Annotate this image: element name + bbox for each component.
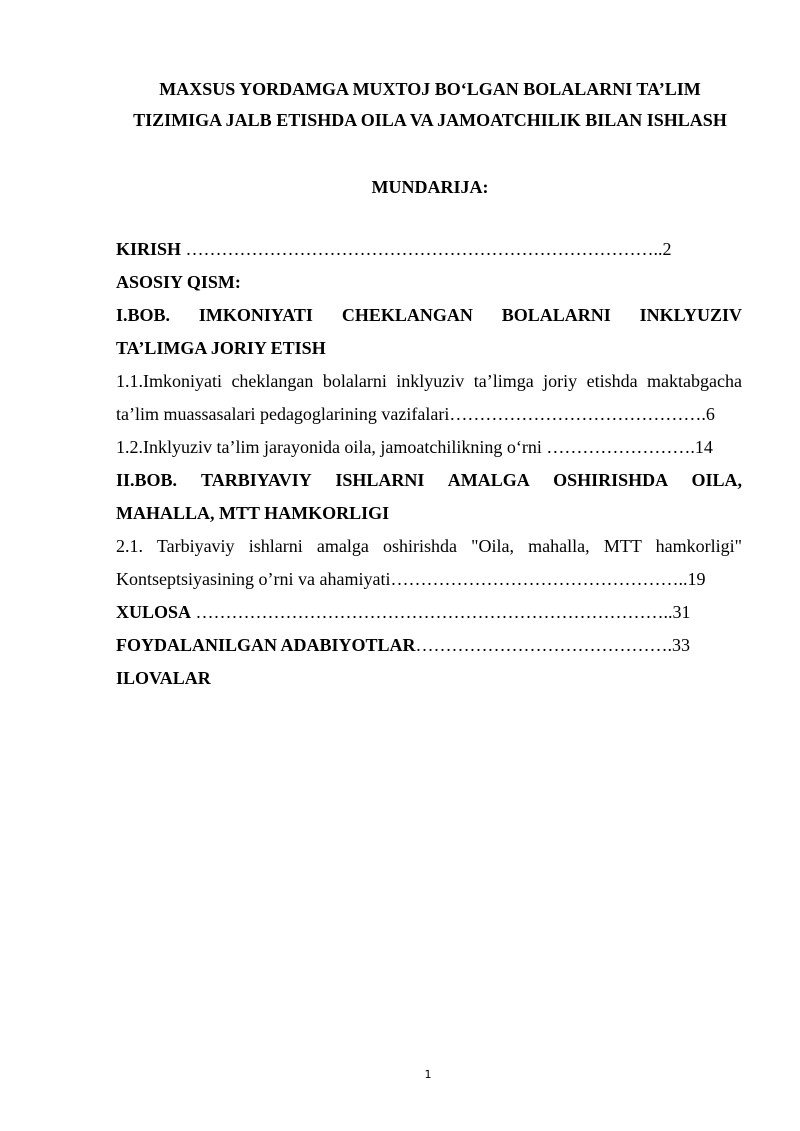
toc-kirish-label: KIRISH	[116, 239, 182, 259]
toc-section-1-2: 1.2.Inklyuziv ta’lim jarayonida oila, jamoatchilikning o‘rni …………………….14	[116, 437, 713, 457]
toc-entry-xulosa	[116, 596, 742, 629]
toc-section-1-1-line2: ta’lim muassasalari pedagoglarining vazifalari…………………………………….6	[116, 404, 715, 424]
toc-chapter1-line1: I.BOB. IMKONIYATI CHEKLANGAN BOLALARNI INKLYUZIV	[116, 305, 742, 325]
toc-adabiyotlar-label: FOYDALANILGAN ADABIYOTLAR	[116, 635, 416, 655]
toc-adabiyotlar-leader: …………………………………….33	[415, 635, 691, 655]
toc-xulosa-leader: ……………………………………………………………………..31	[191, 602, 691, 622]
toc-chapter1-line2: TA’LIMGA JORIY ETISH	[116, 338, 326, 358]
toc-xulosa-label: XULOSA	[116, 602, 192, 622]
toc-entry-adabiyotlar	[116, 629, 742, 662]
toc-section-2-1-line1: 2.1. Tarbiyaviy ishlarni amalga oshirishda "Oila, mahalla, MTT hamkorligi"	[116, 536, 742, 556]
contents-heading: MUNDARIJA:	[371, 177, 489, 197]
document-title-line-2: TIZIMIGA JALB ETISHDA OILA VA JAMOATCHILIK BILAN ISHLASH	[133, 110, 727, 130]
toc-section-1-1-line1: 1.1.Imkoniyati cheklangan bolalarni inklyuziv ta’limga joriy etishda maktabgacha	[116, 371, 742, 391]
toc-chapter2-line2: MAHALLA, MTT HAMKORLIGI	[116, 503, 390, 523]
toc-entry-kirish	[116, 233, 742, 266]
toc-kirish-leader: ……………………………………………………………………..2	[181, 239, 672, 259]
document-title-line-1: MAXSUS YORDAMGA MUXTOJ BO‘LGAN BOLALARNI TA’LIM	[159, 79, 701, 99]
table-of-contents	[116, 233, 742, 695]
toc-entry-asosiy-qism: ASOSIY QISM:	[116, 272, 241, 292]
toc-section-2-1-line2: Kontseptsiyasining o’rni va ahamiyati…………………………………………..19	[116, 569, 706, 589]
toc-chapter2-line1: II.BOB. TARBIYAVIY ISHLARNI AMALGA OSHIRISHDA OILA,	[116, 470, 742, 490]
page-number: 1	[424, 1068, 432, 1081]
toc-entry-ilovalar: ILOVALAR	[116, 668, 211, 688]
